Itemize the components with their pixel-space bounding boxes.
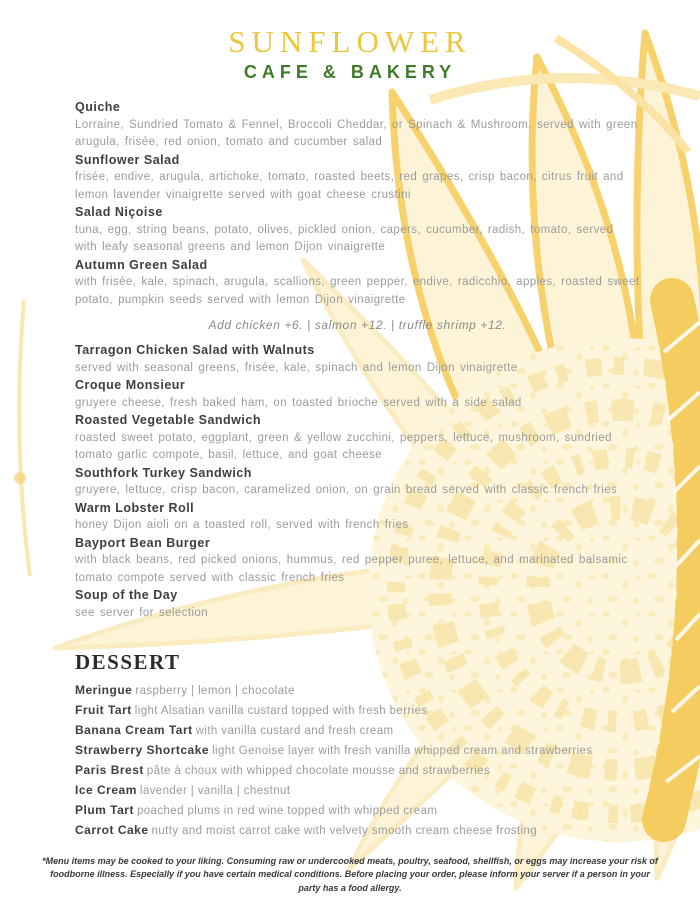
dessert-item-desc: pâte à choux with whipped chocolate mousse and strawberries: [146, 765, 491, 777]
dessert-item-desc: lavender | vanilla | chestnut: [139, 785, 291, 797]
menu-item: [75, 257, 640, 310]
dessert-item: [75, 801, 640, 821]
menu-item: [75, 342, 640, 377]
menu-item-desc: frisée, endive, arugula, artichoke, tomato, roasted beets, red grapes, crisp bacon, citrus fruit and lemon lavender vinaigrette served with goat cheese crustini: [75, 171, 624, 201]
menu-item: [75, 587, 640, 622]
dessert-item: [75, 781, 640, 801]
dessert-item-name: Banana Cream Tart: [75, 723, 193, 737]
menu-item-desc: roasted sweet potato, eggplant, green & yellow zucchini, peppers, lettuce, mushroom, sundried tomato garlic compote, basil, lettuce, and goat cheese: [75, 431, 612, 461]
dessert-heading: DESSERT: [75, 650, 181, 674]
dessert-item-desc: light Alsatian vanilla custard topped with fresh berries: [134, 705, 428, 717]
menu-item-name: Salad Niçoise: [75, 205, 163, 219]
mains-section: [75, 99, 640, 622]
menu-item: [75, 377, 640, 412]
menu-item: [75, 412, 640, 465]
menu-item: [75, 465, 640, 500]
masthead: [0, 24, 700, 83]
dessert-item: [75, 721, 640, 741]
menu-item-desc: with black beans, red picked onions, hummus, red pepper puree, lettuce, and marinated balsamic tomato compote served with classic french fries: [75, 554, 628, 584]
menu-item-desc: see server for selection: [75, 606, 208, 619]
menu-item-name: Croque Monsieur: [75, 378, 186, 392]
dessert-item-desc: with vanilla custard and fresh cream: [195, 725, 394, 737]
menu-item: [75, 99, 640, 152]
menu-item: [75, 152, 640, 205]
dessert-item-desc: raspberry | lemon | chocolate: [135, 685, 295, 697]
menu-item-name: Tarragon Chicken Salad with Walnuts: [75, 343, 315, 357]
menu-item-desc: Lorraine, Sundried Tomato & Fennel, Broccoli Cheddar, or Spinach & Mushroom, served with green arugula, frisée, red onion, tomato and cucumber salad: [75, 118, 638, 148]
restaurant-name: SUNFLOWER: [228, 24, 472, 59]
dessert-item-name: Meringue: [75, 683, 133, 697]
menu-item-name: Sunflower Salad: [75, 152, 180, 167]
menu-item-name: Quiche: [75, 100, 121, 114]
menu-item: [75, 500, 640, 535]
menu-item-name: Warm Lobster Roll: [75, 500, 195, 515]
dessert-item: [75, 761, 640, 781]
restaurant-subtitle: CAFE & BAKERY: [243, 62, 457, 82]
menu-item-name: Autumn Green Salad: [75, 257, 208, 272]
dessert-item-name: Fruit Tart: [75, 703, 132, 717]
menu-item-desc: with frisée, kale, spinach, arugula, scallions, green pepper, endive, radicchio, apples, roasted sweet potato, pumpkin seeds served with lemon Dijon vinaigrette: [75, 276, 640, 306]
dessert-item-name: Ice Cream: [75, 783, 137, 797]
dessert-item-desc: light Genoise layer with fresh vanilla whipped cream and strawberries: [212, 745, 593, 757]
addons-note: Add chicken +6. | salmon +12. | truffle shrimp +12.: [208, 318, 507, 332]
allergy-footnote: *Menu items may be cooked to your liking. Consuming raw or undercooked meats, poultry, seafood, shellfish, or eggs may increase your risk of foodborne illness. Especially if you have certain medical conditions. Before placing your order, please inform your server if a person in your party has a food allergy.: [42, 855, 658, 893]
menu-item-desc: served with seasonal greens, frisée, kale, spinach and lemon Dijon vinaigrette: [75, 361, 518, 374]
dessert-item: [75, 741, 640, 761]
menu-item-desc: gruyere, lettuce, crisp bacon, caramelized onion, on grain bread served with classic french fries: [75, 484, 618, 496]
menu-item-name: Soup of the Day: [75, 588, 178, 602]
dessert-item-desc: poached plums in red wine topped with whipped cream: [136, 805, 438, 817]
dessert-item-name: Plum Tart: [75, 803, 134, 817]
dessert-item-name: Paris Brest: [75, 763, 144, 777]
menu-item: [75, 535, 640, 588]
menu-item-name: Bayport Bean Burger: [75, 535, 211, 550]
menu-item: [75, 204, 640, 257]
dessert-item-desc: nutty and moist carrot cake with velvety smooth cream cheese frosting: [151, 825, 538, 837]
menu-item-name: Southfork Turkey Sandwich: [75, 465, 252, 480]
menu-item-desc: honey Dijon aioli on a toasted roll, served with french fries: [75, 519, 409, 531]
dessert-item-name: Carrot Cake: [75, 823, 149, 837]
dessert-item: [75, 821, 640, 841]
menu-item-desc: gruyere cheese, fresh baked ham, on toasted brioche served with a side salad: [75, 396, 522, 409]
menu-item-desc: tuna, egg, string beans, potato, olives, pickled onion, capers, cucumber, radish, tomato, served with leafy seasonal greens and lemon Dijon vinaigrette: [75, 223, 614, 253]
menu-item-name: Roasted Vegetable Sandwich: [75, 413, 261, 427]
menu-content: [75, 99, 640, 841]
dessert-item-name: Strawberry Shortcake: [75, 743, 210, 757]
dessert-item: [75, 681, 640, 701]
dessert-item: [75, 701, 640, 721]
dessert-section: [75, 650, 640, 841]
